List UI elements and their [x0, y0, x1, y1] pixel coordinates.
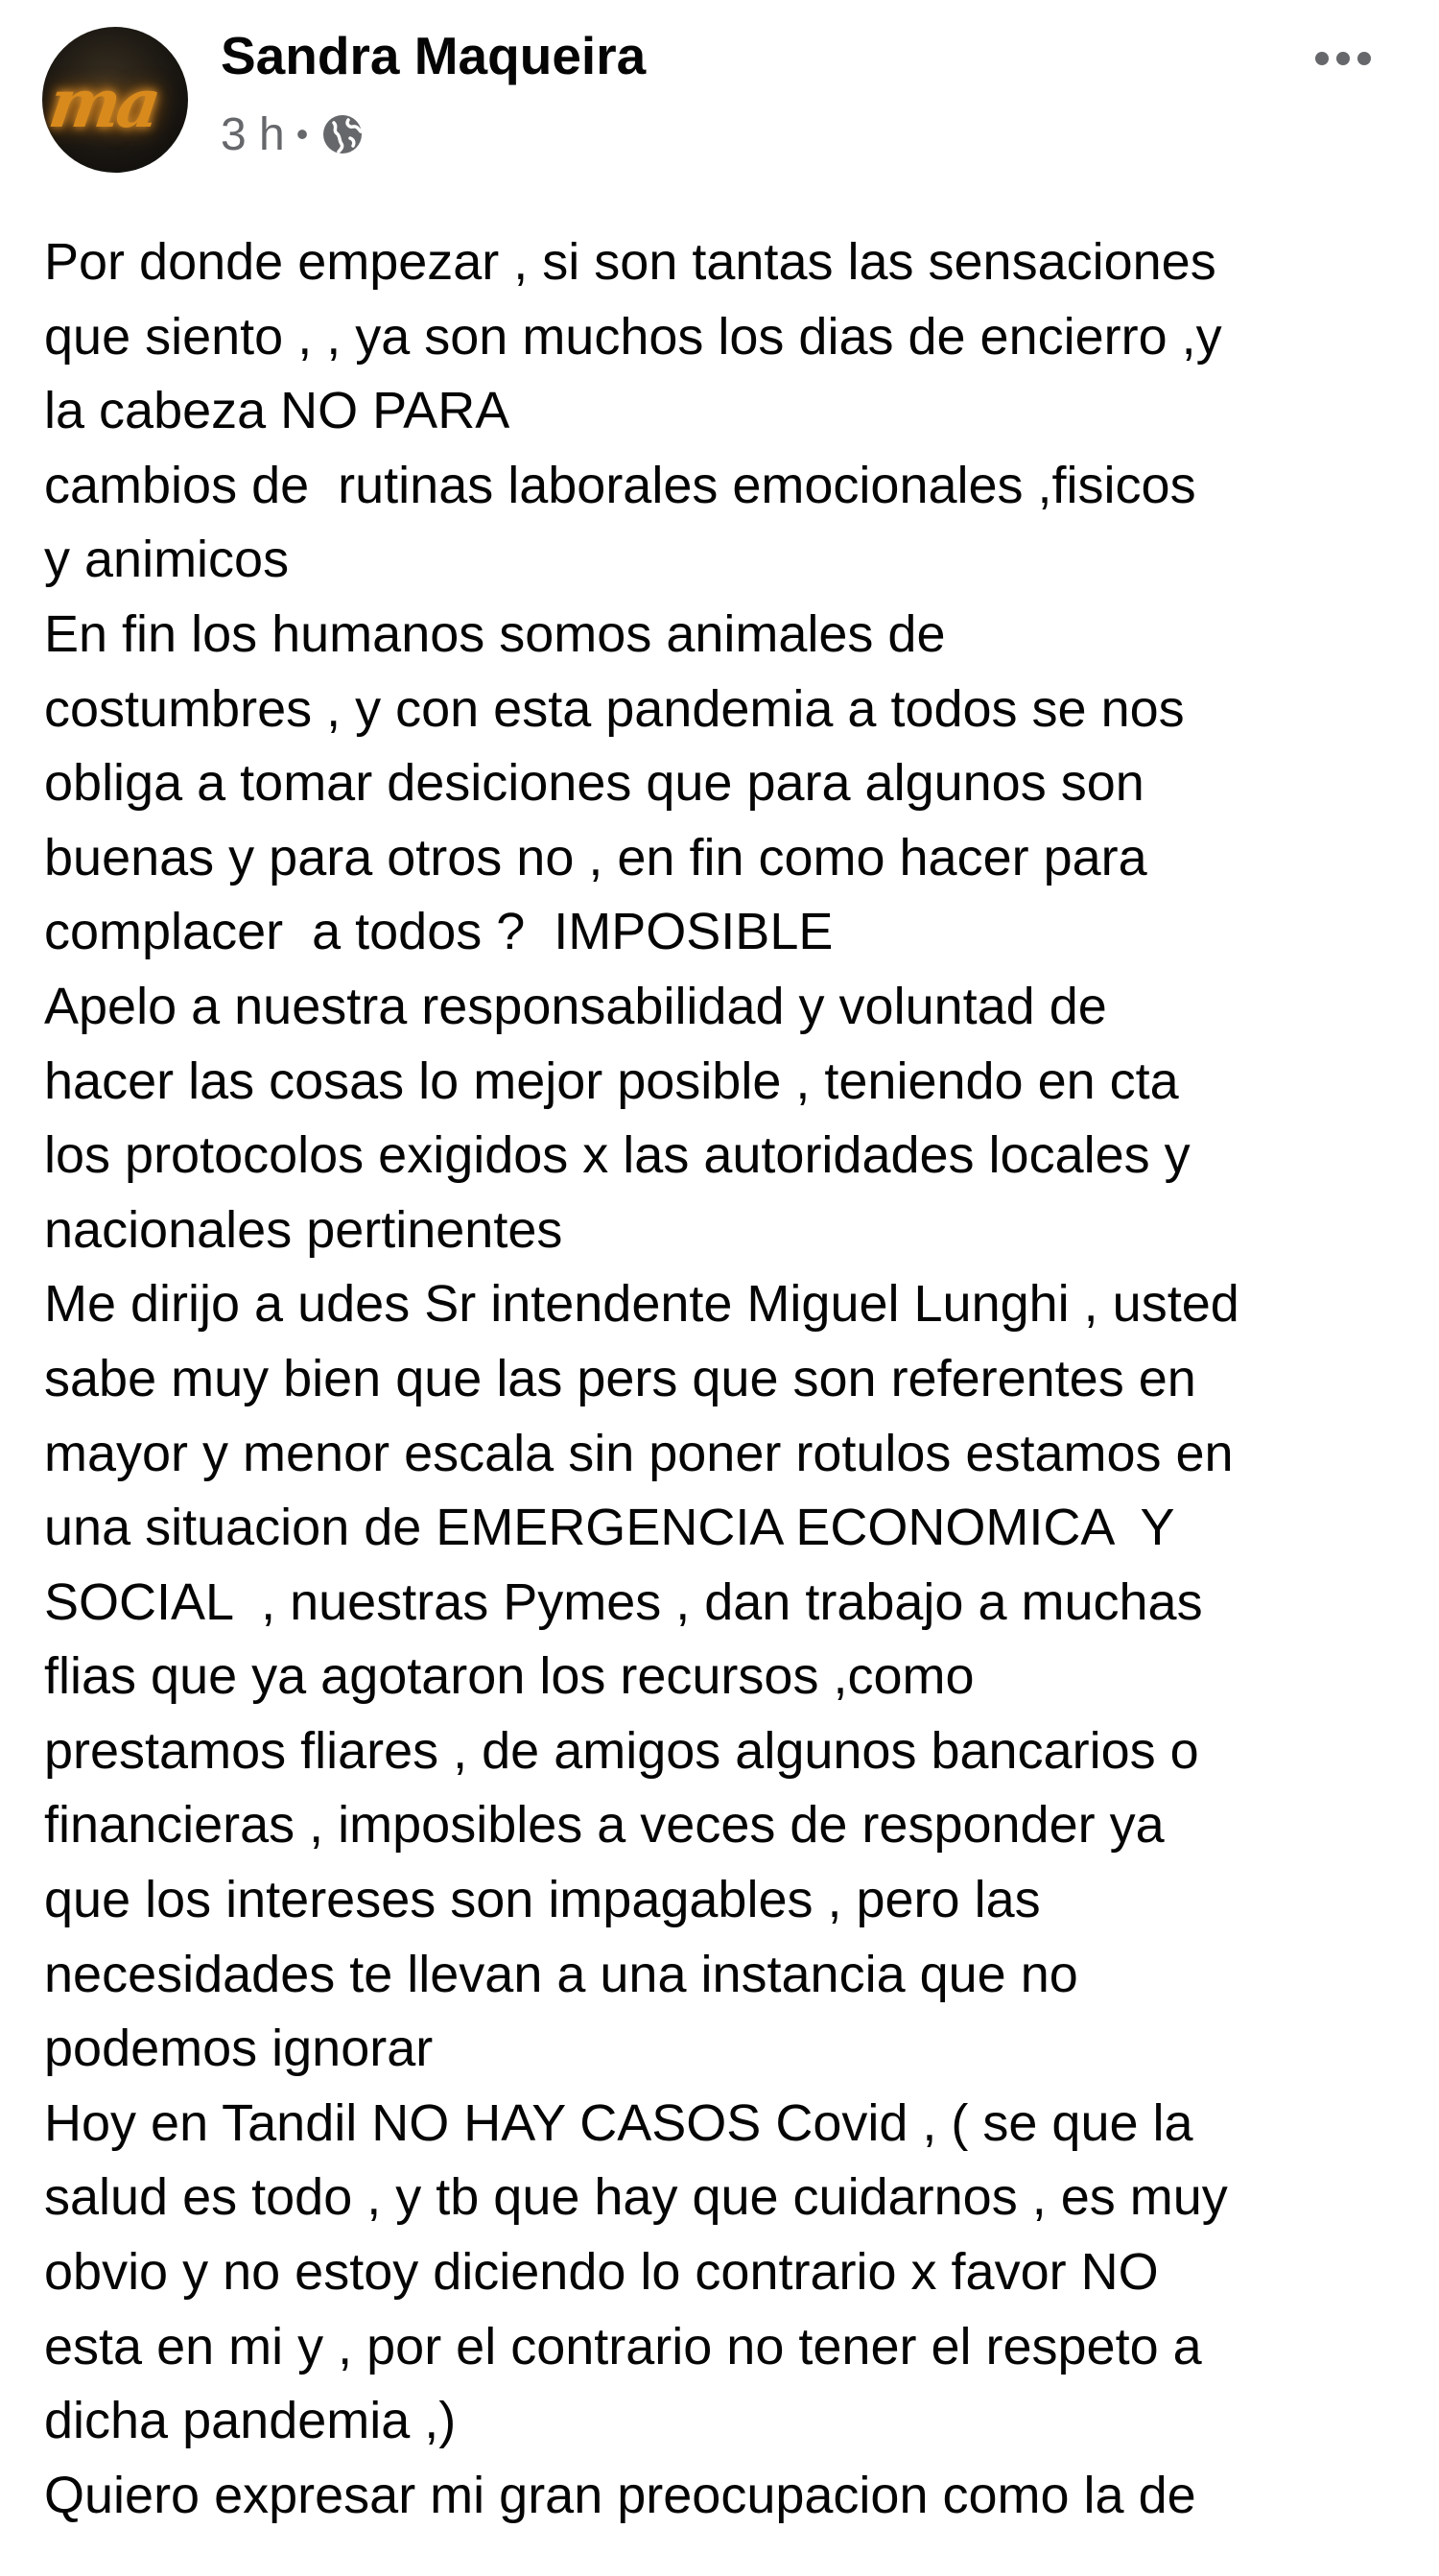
post-text-line: mayor y menor escala sin poner rotulos estamos en	[44, 1424, 1234, 1482]
avatar-logo-text: ma	[44, 63, 163, 143]
post-text-line: costumbres , y con esta pandemia a todos se nos	[44, 679, 1185, 738]
post-text-line: salud es todo , y tb que hay que cuidarnos , es muy	[44, 2168, 1228, 2227]
more-dot	[1315, 52, 1329, 65]
post-text-line: nacionales pertinentes	[44, 1200, 563, 1259]
post-text-line: Apelo a nuestra responsabilidad y voluntad de	[44, 977, 1107, 1035]
post-text-line: buenas y para otros no , en fin como hacer para	[44, 828, 1147, 886]
post-text-line: flias que ya agotaron los recursos ,como	[44, 1647, 975, 1706]
post-text-line: una situacion de EMERGENCIA ECONOMICA Y	[44, 1499, 1175, 1557]
post-body-text	[44, 225, 1416, 2533]
post-text-line: podemos ignorar	[44, 2020, 434, 2078]
post-text-line: cambios de rutinas laborales emocionales ,fisicos	[44, 456, 1196, 514]
post-text-line: hacer las cosas lo mejor posible , teniendo en cta	[44, 1052, 1179, 1110]
globe-icon[interactable]	[321, 113, 364, 155]
post-text-line: complacer a todos ? IMPOSIBLE	[44, 903, 834, 961]
post-text-line: esta en mi y , por el contrario no tener el respeto a	[44, 2317, 1202, 2375]
post-header	[0, 0, 1439, 192]
post-text-line: SOCIAL , nuestras Pymes , dan trabajo a muchas	[44, 1572, 1203, 1631]
meta-separator: •	[295, 114, 309, 154]
post-timestamp[interactable]: 3 h	[221, 108, 285, 160]
post-text-line: Me dirijo a udes Sr intendente Miguel Lunghi , usted	[44, 1275, 1239, 1334]
post-text-line: Por donde empezar , si son tantas las sensaciones	[44, 233, 1216, 291]
post-text-line: sabe muy bien que las pers que son referentes en	[44, 1349, 1196, 1407]
more-dot	[1336, 52, 1350, 65]
more-dot	[1357, 52, 1371, 65]
post-text-line: la cabeza NO PARA	[44, 382, 510, 440]
post-meta	[221, 106, 364, 163]
post-text-line: los protocolos exigidos x las autoridades locales y	[44, 1126, 1191, 1185]
post-text-line: Hoy en Tandil NO HAY CASOS Covid , ( se que la	[44, 2093, 1193, 2152]
post-text-line: financieras , imposibles a veces de responder ya	[44, 1796, 1165, 1855]
post-text-line: Quiero expresar mi gran preocupacion como la de	[44, 2466, 1196, 2524]
post-text-line: prestamos fliares , de amigos algunos bancarios o	[44, 1721, 1199, 1780]
post-text-line: obvio y no estoy diciendo lo contrario x favor NO	[44, 2243, 1159, 2302]
post-text-line: obliga a tomar desiciones que para algunos son	[44, 754, 1144, 813]
avatar[interactable]	[42, 27, 188, 173]
author-name[interactable]: Sandra Maqueira	[221, 26, 647, 85]
post-text-line: dicha pandemia ,)	[44, 2392, 457, 2450]
post-text-line: En fin los humanos somos animales de	[44, 604, 946, 663]
post-text-line: que los intereses son impagables , pero las	[44, 1871, 1041, 1929]
more-options-icon[interactable]	[1305, 35, 1381, 83]
post-text-line: necesidades te llevan a una instancia que no	[44, 1945, 1078, 2003]
post-text-line: y animicos	[44, 531, 290, 589]
post-text-line: que siento , , ya son muchos los dias de encierro ,y	[44, 307, 1222, 366]
